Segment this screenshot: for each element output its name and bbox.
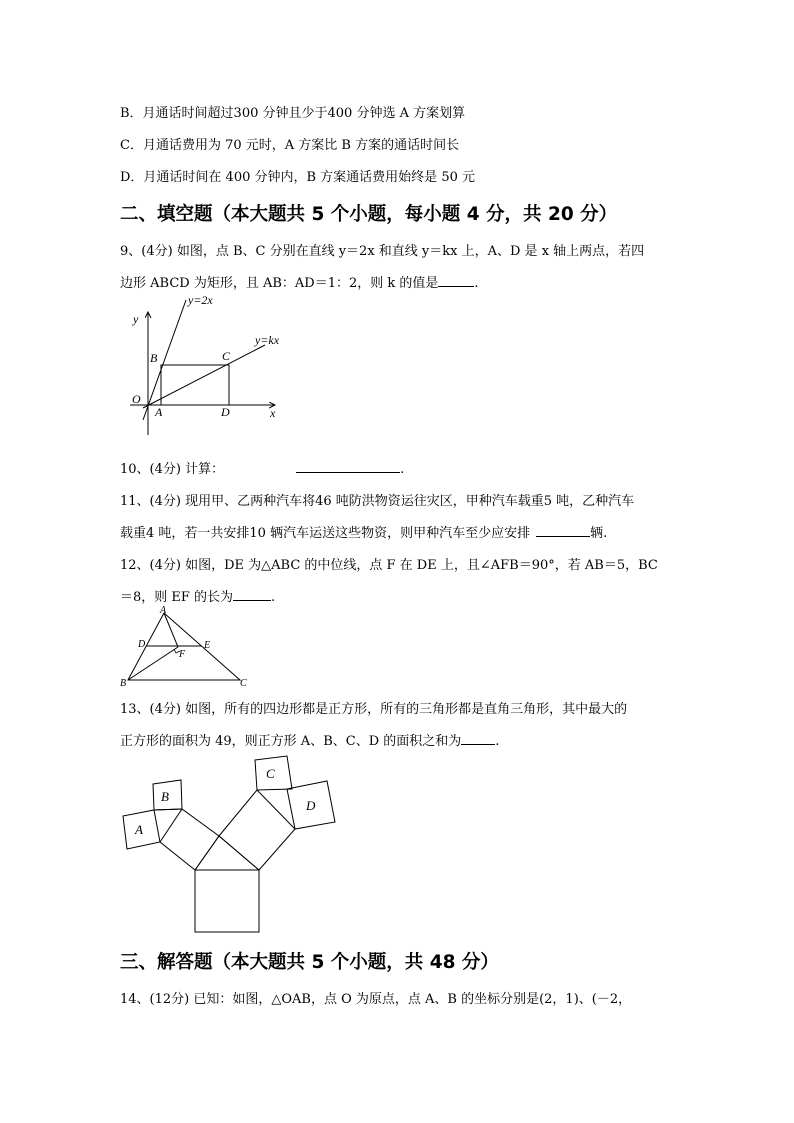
q12-line-1: 12、(4分) 如图，DE 为△ABC 的中位线，点 F 在 DE 上，且∠AFB＝90°，若 AB＝5，BC — [120, 558, 658, 573]
q9-label-o: O — [132, 392, 141, 406]
q9-label-y2x: y=2x — [188, 293, 213, 307]
q11-line-2-text: 载重4 吨，若一共安排10 辆汽车运送这些物资，则甲种汽车至少应安排 — [120, 526, 531, 541]
q9-label-y: y — [133, 312, 139, 326]
q13-label-b: B — [161, 789, 169, 804]
q13-end: . — [495, 734, 500, 749]
q13-triangle-edge — [195, 836, 219, 870]
q12-label-f: F — [179, 649, 186, 660]
q13-left-square — [160, 809, 219, 870]
q12-end: . — [271, 590, 276, 605]
q9-rectangle-abcd — [161, 365, 229, 405]
q13-figure — [115, 752, 355, 937]
q11-answer-blank[interactable] — [536, 524, 590, 537]
q10-text: 10、(4分) 计算： — [120, 462, 225, 477]
q11-line-2 — [120, 522, 607, 541]
q10-answer-blank[interactable] — [296, 460, 400, 473]
q13-line-2-text: 正方形的面积为 49，则正方形 A、B、C、D 的面积之和为 — [120, 734, 462, 749]
q9-label-c: C — [222, 349, 231, 363]
q9-figure — [125, 290, 295, 440]
q11-line-1: 11、(4分) 现用甲、乙两种汽车将46 吨防洪物资运往灾区，甲种汽车载重5 吨，乙种汽车 — [120, 494, 635, 509]
option-c: C．月通话费用为 70 元时，A 方案比 B 方案的通话时间长 — [120, 138, 460, 153]
q13-right-square — [219, 790, 295, 870]
q13-label-a: A — [135, 822, 143, 837]
q12-line-2 — [120, 586, 275, 605]
section-2-heading: 二、填空题（本大题共 5 个小题，每小题 4 分，共 20 分） — [120, 204, 618, 225]
q10-line — [120, 458, 404, 477]
q9-label-ykx: y=kx — [255, 333, 280, 347]
q9-label-d: D — [221, 405, 230, 419]
q12-segment-af — [164, 613, 178, 647]
option-d: D．月通话时间在 400 分钟内，B 方案通话费用始终是 50 元 — [120, 170, 475, 185]
q10-end: . — [400, 462, 405, 477]
q13-answer-blank[interactable] — [461, 732, 495, 745]
q9-label-x: x — [270, 406, 276, 420]
q12-label-a: A — [160, 605, 167, 616]
q9-line-2 — [120, 272, 479, 291]
q11-end: 辆. — [590, 526, 608, 541]
q12-label-b: B — [120, 678, 127, 689]
q14-line: 14、(12分) 已知：如图，△OAB，点 O 为原点，点 A、B 的坐标分别是(2，1)、(－2， — [120, 992, 632, 1007]
q9-label-a: A — [155, 405, 163, 419]
q13-line-1: 13、(4分) 如图，所有的四边形都是正方形，所有的三角形都是直角三角形，其中最大的 — [120, 702, 628, 717]
q12-label-c: C — [240, 678, 247, 689]
q13-line-2 — [120, 730, 499, 749]
q12-label-e: E — [204, 640, 211, 651]
q13-label-d: D — [306, 798, 316, 813]
q12-line-2-text: ＝8，则 EF 的长为 — [120, 590, 234, 605]
q9-label-b: B — [150, 351, 158, 365]
q12-segment-bf — [128, 647, 178, 680]
q9-line-2-text: 边形 ABCD 为矩形，且 AB：AD＝1：2，则 k 的值是 — [120, 276, 439, 291]
q12-answer-blank[interactable] — [233, 588, 271, 601]
q9-answer-blank[interactable] — [438, 274, 474, 287]
q12-label-d: D — [138, 639, 146, 650]
q9-end: . — [474, 276, 479, 291]
q13-label-c: C — [266, 766, 275, 781]
q13-connector-1 — [154, 809, 182, 810]
q13-largest-square — [195, 870, 259, 932]
q9-line-1: 9、(4分) 如图，点 B、C 分别在直线 y＝2x 和直线 y＝kx 上，A、D 是 x 轴上两点，若四 — [120, 244, 645, 259]
section-3-heading: 三、解答题（本大题共 5 个小题，共 48 分） — [120, 952, 499, 973]
q12-figure — [118, 605, 258, 690]
q13-triangle-edge-2 — [219, 836, 259, 870]
option-b: B．月通话时间超过300 分钟且少于400 分钟选 A 方案划算 — [120, 106, 466, 121]
